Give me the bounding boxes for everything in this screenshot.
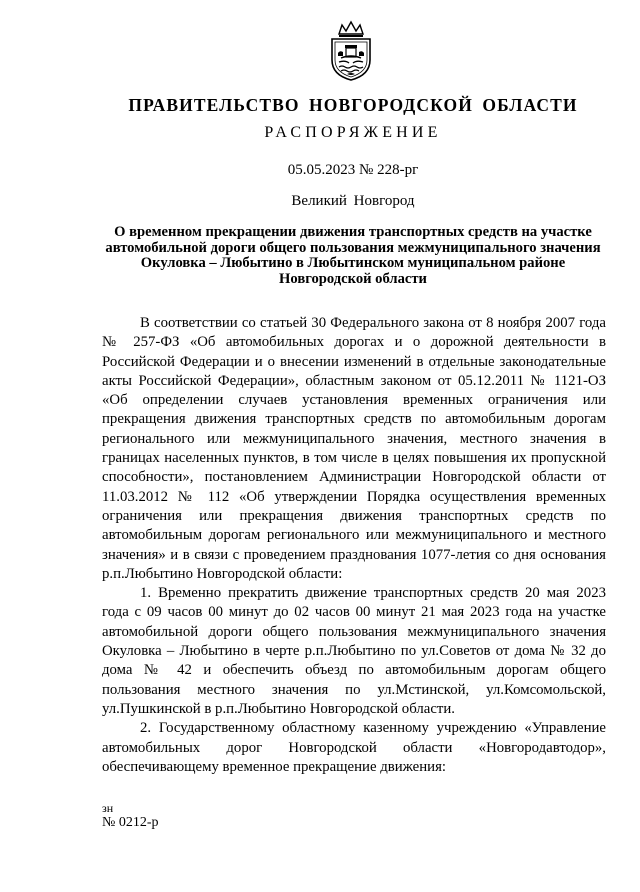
document-footer bbox=[102, 801, 159, 831]
document-city: Великий Новгород bbox=[291, 193, 415, 209]
document-body bbox=[102, 314, 606, 777]
document-title: О временном прекращении движения транспортных средств на участке автомобильной дороги общего пользования межмуниципального значения Окуловка – Любытино в Любытинском муниципальном районе Новгородской области bbox=[105, 224, 601, 287]
document-date-number: 05.05.2023 № 228-рг bbox=[287, 162, 419, 178]
preamble-paragraph: В соответствии со статьей 30 Федерального закона от 8 ноября 2007 года № 257-ФЗ «Об автомобильных дорогах и о дорожной деятельности в Российской Федерации и о внесении изменений в отдельные законодательные акты Российской Федерации», областным законом от 05.12.2011 № 1121-ОЗ «Об определении случаев установления временных ограничения или прекращения движения транспортных средств по автомобильным дорогам регионального или межмуниципального значения, местного значения в границах населенных пунктов, в том числе в целях повышения их пропускной способности», постановлением Администрации Новгородской области от 11.03.2012 № 112 «Об утверждении Порядка осуществления временных ограничения или прекращения движения транспортных средств по автомобильным дорогам регионального или межмуниципального и местного значения» и в связи с проведением празднования 1077-летия со дня основания р.п.Любытино Новгородской области: bbox=[102, 315, 606, 582]
document-type: РАСПОРЯЖЕНИЕ bbox=[264, 124, 442, 141]
coat-of-arms-icon bbox=[327, 20, 375, 82]
footer-number: № 0212-р bbox=[102, 815, 159, 830]
footer-initials: зн bbox=[102, 801, 114, 815]
clause-2-paragraph: 2. Государственному областному казенному учреждению «Управление автомобильных дорог Новгородской области «Новгородавтодор», обеспечивающему временное прекращение движения: bbox=[102, 720, 606, 775]
clause-1-paragraph: 1. Временно прекратить движение транспортных средств 20 мая 2023 года с 09 часов 00 минут до 02 часов 00 минут 21 мая 2023 года на участке автомобильной дороги общего пользования межмуниципального значения Окуловка – Любытино в черте р.п.Любытино по ул.Советов от дома № 32 до дома № 42 и обеспечить объезд по автомобильным дорогам общего пользования местного значения по ул.Мстинской, ул.Комсомольской, ул.Пушкинской в р.п.Любытино Новгородской области. bbox=[102, 585, 606, 717]
government-name: ПРАВИТЕЛЬСТВО НОВГОРОДСКОЙ ОБЛАСТИ bbox=[128, 95, 578, 115]
